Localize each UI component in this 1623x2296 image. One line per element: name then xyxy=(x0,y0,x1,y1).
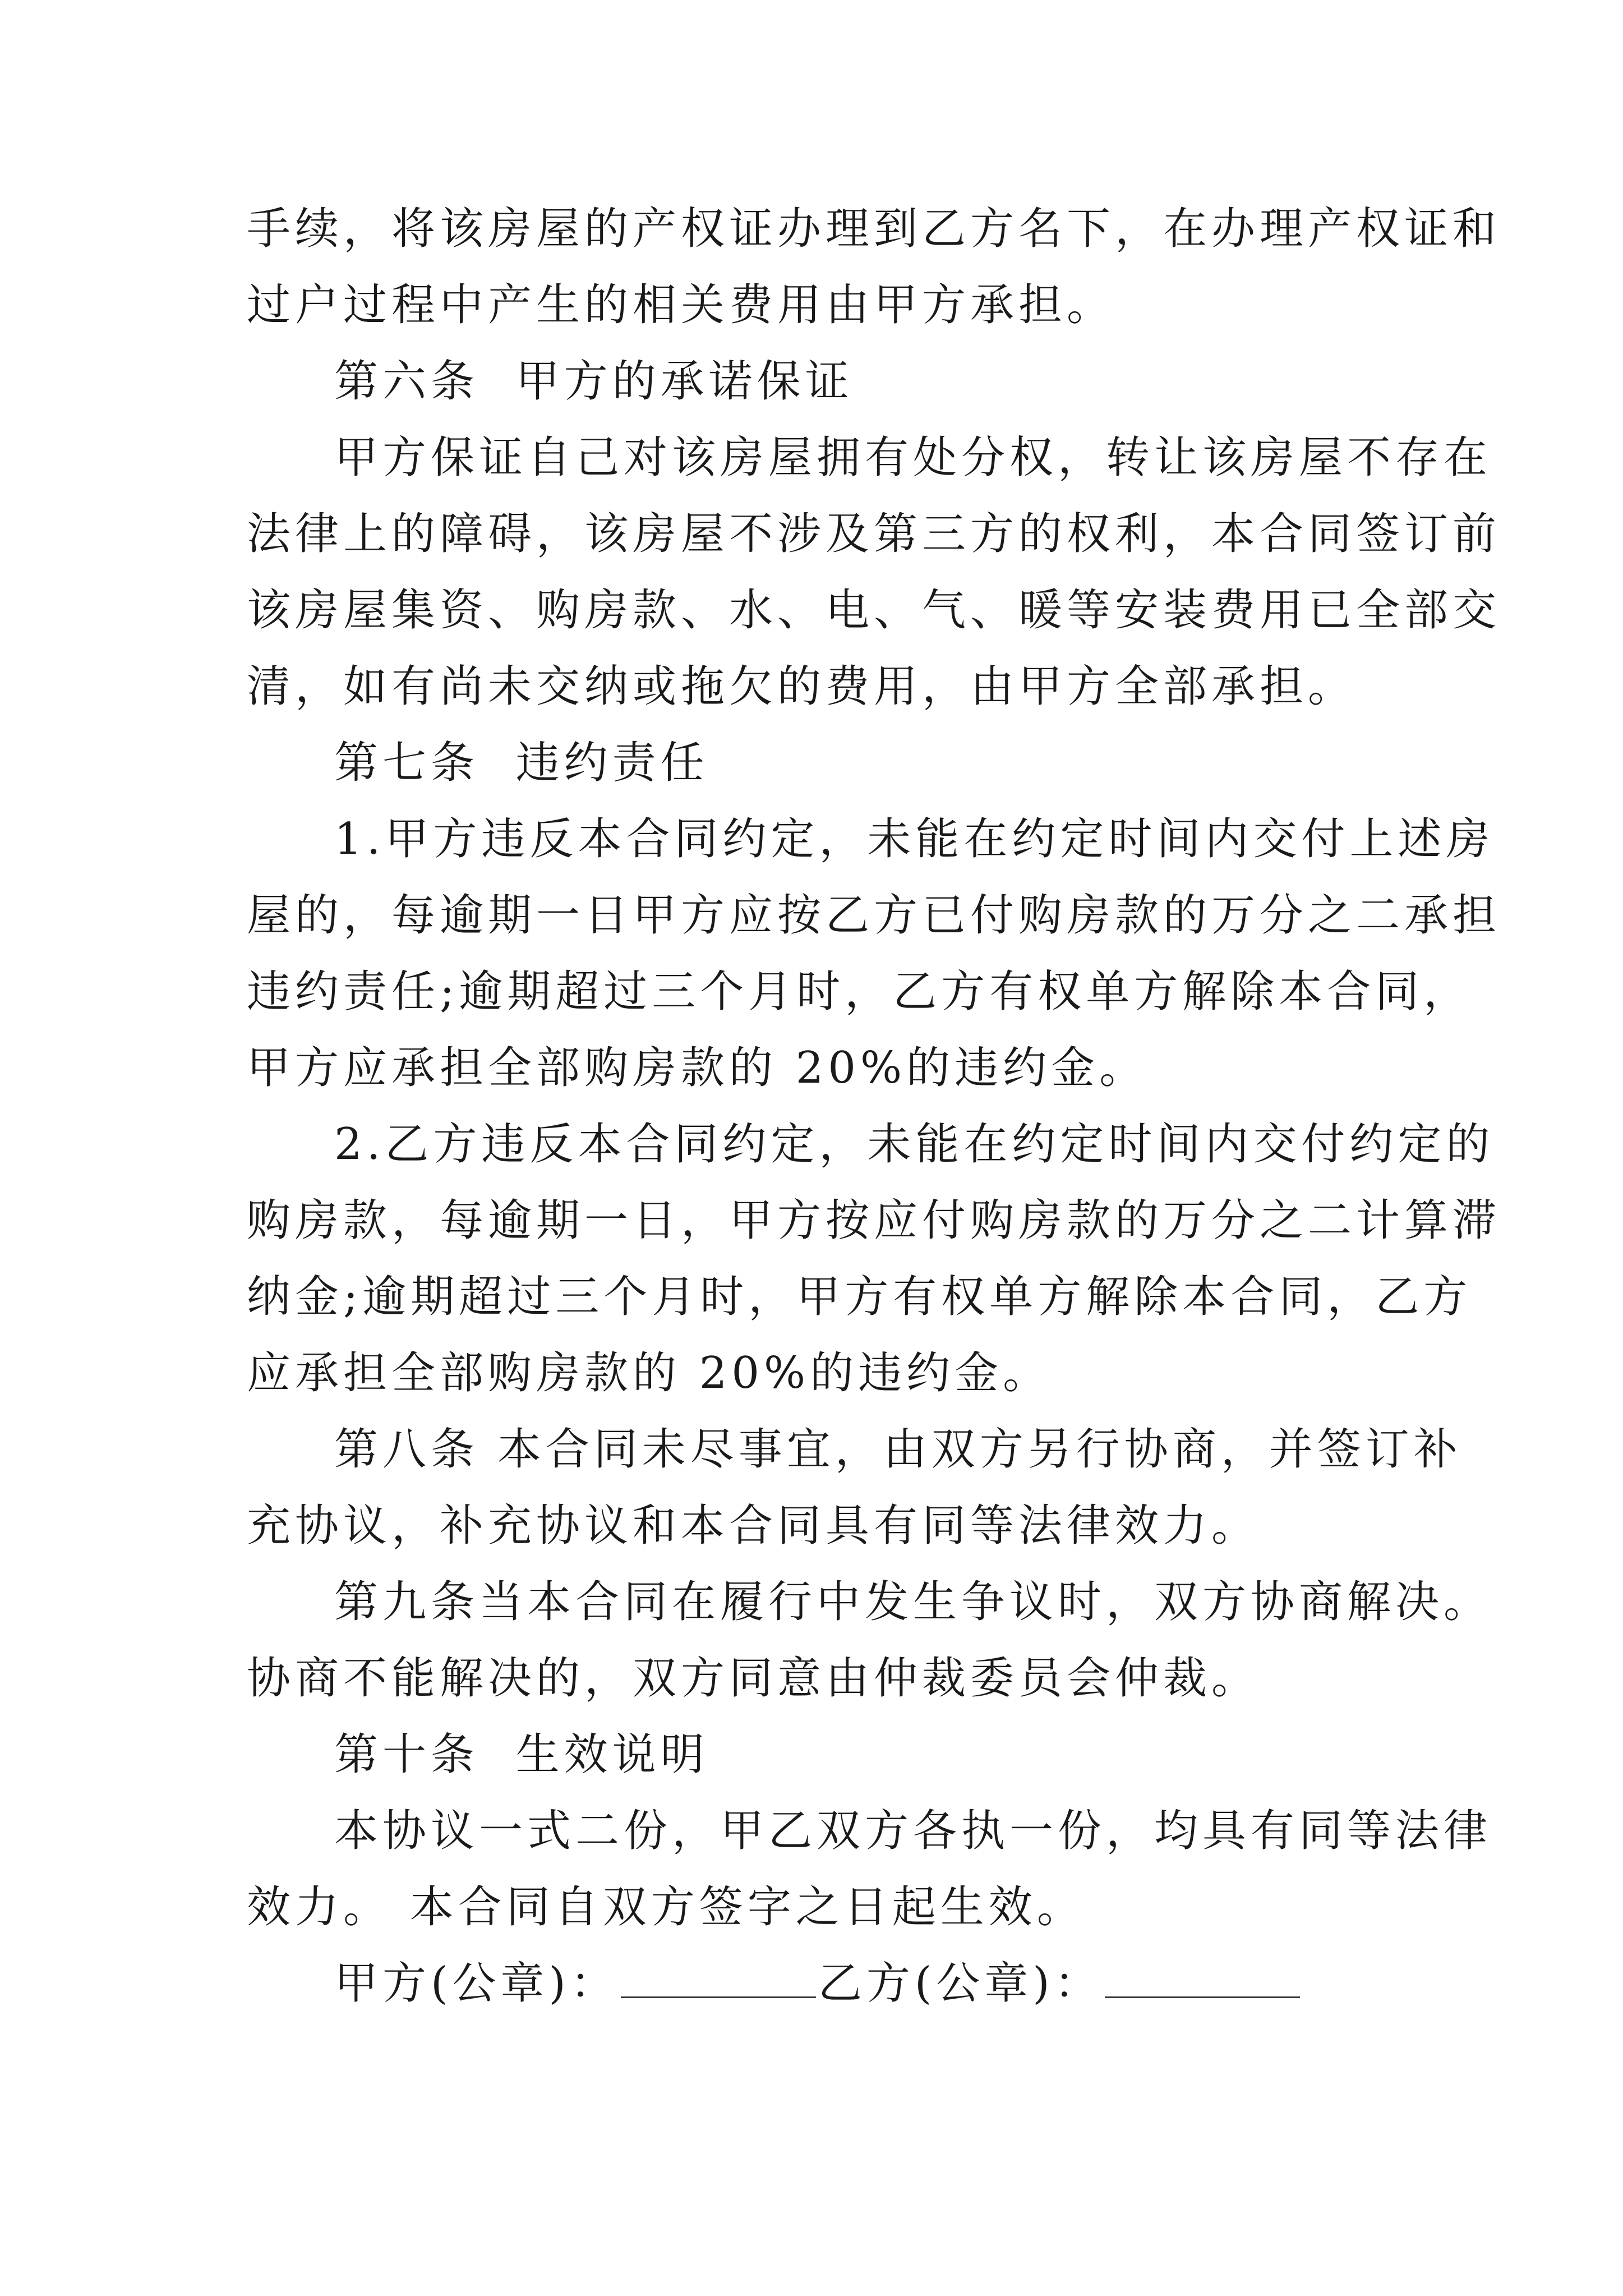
text-line: 本协议一式二份，甲乙双方各执一份，均具有同等法律 xyxy=(334,1806,1492,1856)
article-7-item-2 xyxy=(247,1106,1501,1411)
text-line: 过户过程中产生的相关费用由甲方承担。 xyxy=(247,280,1115,330)
text-line: 该房屋集资、购房款、水、电、气、暖等安装费用已全部交 xyxy=(247,585,1501,636)
text-line: 屋的，每逾期一日甲方应按乙方已付购房款的万分之二承担 xyxy=(247,890,1501,941)
article-6-heading: 第六条 甲方的承诺保证 xyxy=(334,356,854,407)
text-line: 购房款，每逾期一日，甲方按应付购房款的万分之二计算滞 xyxy=(247,1195,1501,1246)
text-line: 法律上的障碍，该房屋不涉及第三方的权利，本合同签订前 xyxy=(247,509,1501,559)
document-body xyxy=(247,191,1501,2022)
text-line: 第八条 本合同未尽事宜，由双方另行协商，并签订补 xyxy=(334,1424,1462,1475)
text-line: 效力。 本合同自双方签字之日起生效。 xyxy=(247,1882,1085,1932)
party-b-seal-label: 乙方(公章)： xyxy=(818,1958,1103,2009)
article-7-item-1 xyxy=(247,801,1501,1106)
signature-row xyxy=(247,1945,1408,2022)
text-line: 第九条当本合同在履行中发生争议时，双方协商解决。 xyxy=(334,1577,1492,1627)
text-line: 协商不能解决的，双方同意由仲裁委员会仲裁。 xyxy=(247,1653,1260,1704)
text-line: 甲方保证自己对该房屋拥有处分权，转让该房屋不存在 xyxy=(334,432,1492,483)
article-9-paragraph xyxy=(247,1564,1492,1717)
text-line: 1.甲方违反本合同约定，未能在约定时间内交付上述房 xyxy=(334,814,1495,864)
text-line: 应承担全部购房款的 20%的违约金。 xyxy=(247,1348,1052,1398)
article-8-paragraph xyxy=(247,1411,1462,1564)
text-line: 充协议，补充协议和本合同具有同等法律效力。 xyxy=(247,1501,1260,1551)
paragraph-transfer-clause xyxy=(247,191,1501,343)
party-a-signature-blank xyxy=(621,1957,816,1998)
article-7-heading: 第七条 违约责任 xyxy=(334,738,709,788)
text-line: 纳金;逾期超过三个月时，甲方有权单方解除本合同，乙方 xyxy=(247,1272,1472,1322)
party-b-signature-blank xyxy=(1105,1957,1300,1998)
text-line: 违约责任;逾期超过三个月时，乙方有权单方解除本合同， xyxy=(247,967,1472,1017)
text-line: 手续，将该房屋的产权证办理到乙方名下，在办理产权证和 xyxy=(247,204,1501,254)
article-6-paragraph xyxy=(247,420,1501,725)
party-a-seal-label: 甲方(公章)： xyxy=(334,1958,619,2009)
text-line: 清，如有尚未交纳或拖欠的费用，由甲方全部承担。 xyxy=(247,661,1357,712)
article-10-paragraph xyxy=(247,1793,1492,1945)
text-line: 甲方应承担全部购房款的 20%的违约金。 xyxy=(247,1043,1148,1093)
article-10-heading: 第十条 生效说明 xyxy=(334,1729,709,1780)
text-line: 2.乙方违反本合同约定，未能在约定时间内交付约定的 xyxy=(334,1119,1495,1170)
